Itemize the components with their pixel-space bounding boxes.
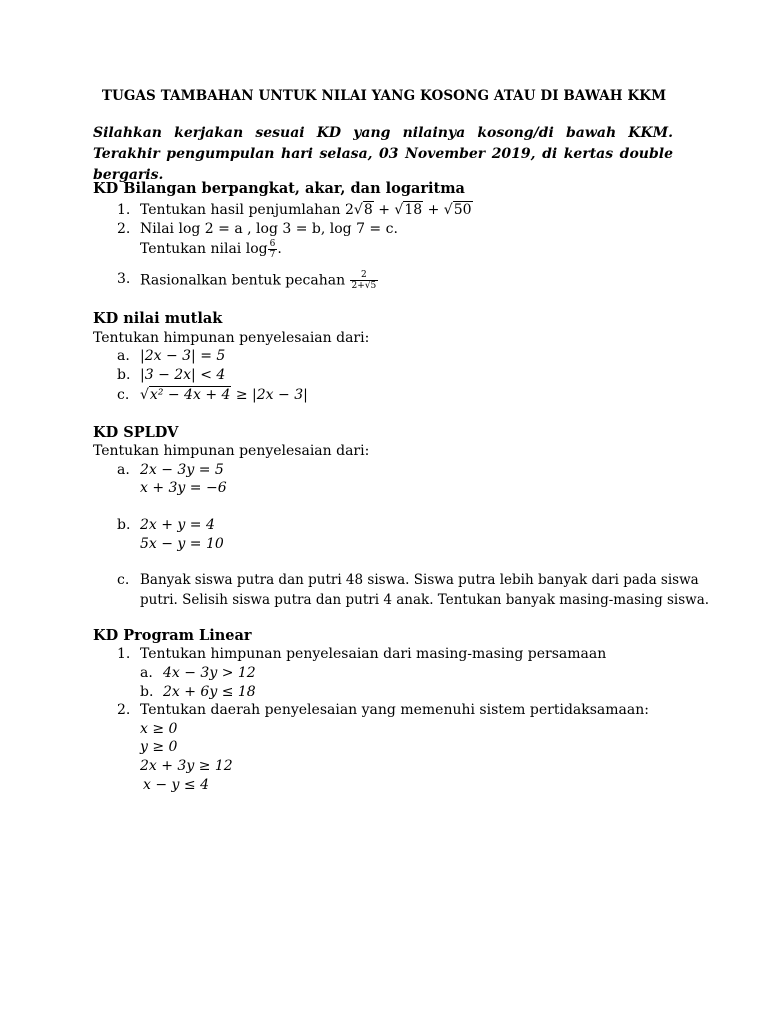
list-number: 1. [117,646,131,662]
equation: 2x + y = 4 [140,517,215,533]
equation: 2x − 3y = 5 [140,462,224,478]
constraint: y ≥ 0 [140,739,178,755]
word-problem-line: putri. Selisih siswa putra dan putri 4 anak. Tentukan banyak masing-masing siswa. [140,592,710,608]
list-label: b. [140,684,154,700]
constraint: x − y ≤ 4 [143,777,209,793]
document-title: TUGAS TAMBAHAN UNTUK NILAI YANG KOSONG ATAU DI BAWAH KKM [101,88,667,104]
list-label: a. [117,462,130,478]
constraint: x ≥ 0 [140,721,178,737]
word-problem-line: Banyak siswa putra dan putri 48 siswa. Siswa putra lebih banyak dari pada siswa [140,572,699,588]
radicand: x² − 4x + 4 [149,387,231,403]
list-number: 2. [117,221,131,237]
math-remainder: ≥ |2x − 3| [231,387,308,403]
question-lead: Rasionalkan bentuk pecahan [140,272,346,289]
question-text: Tentukan daerah penyelesaian yang memenuhi sistem pertidaksamaan: [140,702,649,718]
log-base-fraction [268,239,278,260]
fraction-numerator: 6 [269,239,276,249]
question-text: Tentukan himpunan penyelesaian dari masing-masing persamaan [140,646,607,662]
math-expression: |2x − 3| = 5 [140,348,226,364]
math-expression: 2x + 6y ≤ 18 [163,684,256,700]
question-lead: Tentukan hasil penjumlahan 2 [140,202,354,218]
fraction-denominator: 7 [269,250,276,260]
question-text: Nilai log 2 = a , log 3 = b, log 7 = c. [140,221,398,237]
section-heading-exponents: KD Bilangan berpangkat, akar, dan logaritma [93,180,465,197]
list-label: a. [117,348,130,364]
section-heading-absolute-value: KD nilai mutlak [93,310,223,327]
equation: x + 3y = −6 [140,480,227,496]
section-lead: Tentukan himpunan penyelesaian dari: [93,443,370,459]
operator: + [423,202,444,218]
list-number: 3. [117,271,131,287]
fraction [350,270,379,291]
section-heading-spldv: KD SPLDV [93,424,179,441]
math-expression: 4x − 3y > 12 [163,665,256,681]
section-lead: Tentukan himpunan penyelesaian dari: [93,330,370,346]
section-heading-linear-program: KD Program Linear [93,627,252,644]
math-expression: √x² − 4x + 4 ≥ |2x − 3| [140,387,308,403]
constraint: 2x + 3y ≥ 12 [140,758,233,774]
radicand: 18 [404,202,423,218]
question-text: Tentukan nilai log $\frac{6}{7}$ . [140,239,282,260]
question-text: Tentukan hasil penjumlahan 2√8 + √18 + √50 [140,202,472,218]
list-label: b. [117,517,131,533]
list-number: 2. [117,702,131,718]
radicand: 8 [363,202,373,218]
equation: 5x − y = 10 [140,536,224,552]
radicand: 50 [453,202,472,218]
operator: + [373,202,395,218]
fraction-denominator: 2+√5 [351,281,377,291]
list-label: c. [117,572,130,588]
list-label: c. [117,387,130,403]
question-text [140,270,378,291]
list-number: 1. [117,202,131,218]
intro-paragraph: Silahkan kerjakan sesuai KD yang nilainya kosong/di bawah KKM. Terakhir pengumpulan hari selasa, 03 November 2019, di kertas double bergaris. [93,125,673,183]
list-label: b. [117,367,131,383]
list-label: a. [140,665,153,681]
fraction-numerator: 2 [350,270,379,281]
math-expression: |3 − 2x| < 4 [140,367,226,383]
question-lead: Tentukan nilai log [140,241,268,257]
